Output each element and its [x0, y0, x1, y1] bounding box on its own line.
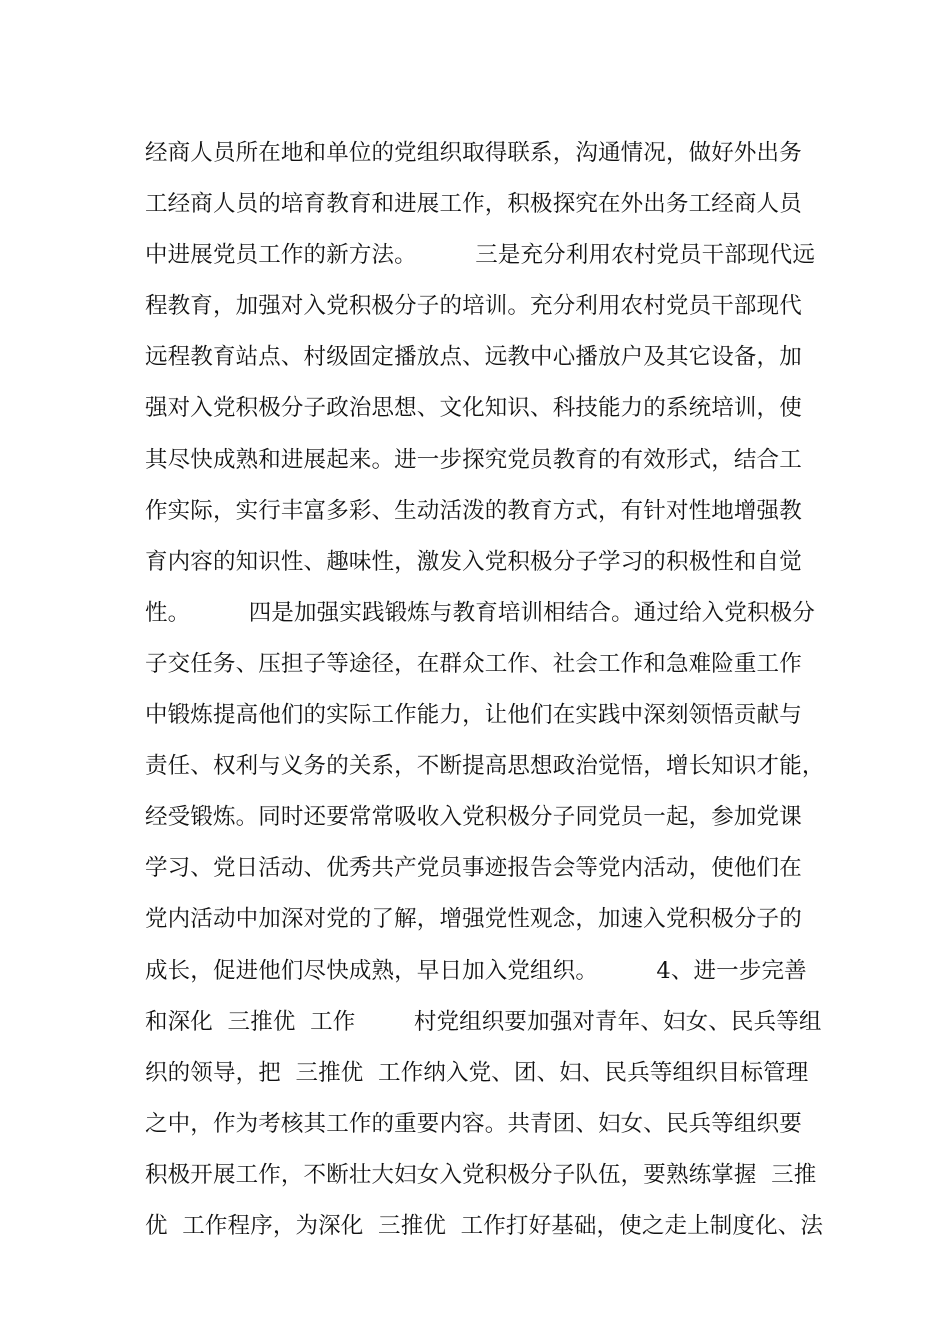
text-line: 经受锻炼。同时还要常常吸收入党积极分子同党员一起，参加党课 — [145, 804, 802, 831]
text-line: 中进展党员工作的新方法。 三是充分利用农村党员干部现代远 — [145, 242, 815, 269]
text-line: 子交任务、压担子等途径，在群众工作、社会工作和急难险重工作 — [145, 650, 802, 677]
text-line: 责任、权利与义务的关系，不断提高思想政治觉悟，增长知识才能， — [145, 753, 825, 780]
text-line: 经商人员所在地和单位的党组织取得联系，沟通情况，做好外出务 — [145, 140, 802, 166]
text-line: 其尽快成熟和进展起来。进一步探究党员教育的有效形式，结合工 — [145, 446, 802, 473]
text-line: 党内活动中加深对党的了解，增强党性观念，加速入党积极分子的 — [145, 906, 802, 933]
body-text — [145, 128, 825, 1252]
text-line: 和深化 三推优 工作 村党组织要加强对青年、妇女、民兵等组 — [145, 1008, 822, 1035]
text-line: 工经商人员的培育教育和进展工作，积极探究在外出务工经商人员 — [145, 191, 802, 218]
text-line: 育内容的知识性、趣味性，激发入党积极分子学习的积极性和自觉 — [145, 548, 802, 575]
text-line: 中锻炼提高他们的实际工作能力，让他们在实践中深刻领悟贡献与 — [145, 702, 802, 729]
text-line: 程教育，加强对入党积极分子的培训。充分利用农村党员干部现代 — [145, 293, 802, 320]
text-line: 作实际，实行丰富多彩、生动活泼的教育方式，有针对性地增强教 — [145, 497, 802, 524]
text-line: 优 工作程序，为深化 三推优 工作打好基础，使之走上制度化、法 — [145, 1212, 824, 1239]
text-line: 之中，作为考核其工作的重要内容。共青团、妇女、民兵等组织要 — [145, 1110, 802, 1137]
text-line: 强对入党积极分子政治思想、文化知识、科技能力的系统培训，使 — [145, 395, 802, 422]
text-line: 织的领导，把 三推优 工作纳入党、团、妇、民兵等组织目标管理 — [145, 1059, 809, 1086]
text-line: 成长，促进他们尽快成熟，早日加入党组织。 4、进一步完善 — [145, 957, 807, 984]
text-line: 远程教育站点、村级固定播放点、远教中心播放户及其它设备，加 — [145, 344, 802, 371]
text-line: 性。 四是加强实践锻炼与教育培训相结合。通过给入党积极分 — [145, 599, 815, 626]
text-line: 积极开展工作，不断壮大妇女入党积极分子队伍，要熟练掌握 三推 — [145, 1161, 817, 1188]
text-line: 学习、党日活动、优秀共产党员事迹报告会等党内活动，使他们在 — [145, 855, 802, 882]
